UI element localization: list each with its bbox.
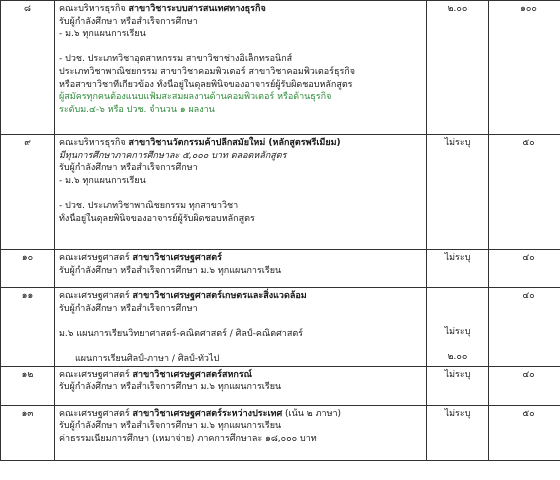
program-heading <box>59 367 426 382</box>
seat-count <box>489 288 560 367</box>
seat-count-text: ๑๐๐ <box>520 4 537 14</box>
requirement-line: ทั้งนี้อยู่ในดุลยพินิจของอาจารย์ผู้รับผิดชอบหลักสูตร <box>59 213 255 224</box>
seat-count-text: ๔๐ <box>522 291 535 301</box>
program-name: สาขาวิชานวัตกรรมค้าปลีกสมัยใหม่ (หลักสูตรพรีเมียม) <box>128 138 341 148</box>
faculty-name: คณะบริหารธุรกิจ <box>59 138 129 148</box>
row-number-text: ๑๐ <box>21 253 34 263</box>
program-name: สาขาวิชาเศรษฐศาสตร์ <box>132 253 222 263</box>
min-gpa-text: ๒.๐๐ <box>447 351 468 362</box>
program-description <box>55 405 427 460</box>
program-heading <box>59 135 426 150</box>
program-description <box>55 135 427 250</box>
requirement-line: รับผู้กำลังศึกษา หรือสำเร็จการศึกษา <box>59 163 198 174</box>
requirement-line: รับผู้กำลังศึกษา หรือสำเร็จการศึกษา <box>59 16 198 27</box>
row-number <box>1 1 55 135</box>
program-name: สาขาวิชาเศรษฐศาสตร์เกษตรและสิ่งแวดล้อม <box>132 291 307 301</box>
row-number-text: ๙ <box>24 138 31 148</box>
table-row <box>1 135 560 250</box>
faculty-name: คณะเศรษฐศาสตร์ <box>59 253 133 263</box>
table-row <box>1 1 560 135</box>
min-gpa-text: ๒.๐๐ <box>447 4 468 14</box>
row-number-text: ๑๒ <box>21 369 34 380</box>
min-gpa-text: ไม่ระบุ <box>444 408 471 419</box>
program-heading <box>59 250 426 265</box>
row-number <box>1 135 55 250</box>
faculty-name: คณะเศรษฐศาสตร์ <box>59 369 133 380</box>
min-gpa <box>427 405 489 460</box>
min-gpa <box>427 135 489 250</box>
seat-count-text: ๔๐ <box>522 253 535 263</box>
row-number-text: ๑๑ <box>21 291 34 301</box>
program-name: สาขาวิชาเศรษฐศาสตร์ระหว่างประเทศ <box>132 408 283 419</box>
table-row <box>1 288 560 367</box>
row-number-text: ๑๓ <box>21 408 34 419</box>
portfolio-note: ระดับม.๔-๖ หรือ ปวช. จำนวน ๑ ผลงาน <box>59 104 215 115</box>
seat-count-text: ๔๐ <box>522 369 535 380</box>
requirement-line: ม.๖ แผนการเรียนวิทยาศาสตร์-คณิตศาสตร์ / ศิลป์-คณิตศาสตร์ <box>59 328 304 339</box>
program-description <box>55 366 427 405</box>
scholarship-note: มีทุนการศึกษาภาคการศึกษาละ ๕,๐๐๐ บาท ตลอดหลักสูตร <box>59 150 287 161</box>
requirement-line: แผนการเรียนศิลป์-ภาษา / ศิลป์-ทั่วไป <box>75 353 220 364</box>
program-suffix: (เน้น ๒ ภาษา) <box>282 408 342 419</box>
min-gpa-text: ไม่ระบุ <box>444 253 471 263</box>
row-number <box>1 405 55 460</box>
requirement-line: หรือสาขาวิชาที่เกี่ยวข้อง ทั้งนี้อยู่ในดุลยพินิจของอาจารย์ผู้รับผิดชอบหลักสูตร <box>59 79 353 90</box>
seat-count-text: ๕๐ <box>522 408 535 419</box>
program-name: สาขาวิชาระบบสารสนเทศทางธุรกิจ <box>128 4 266 14</box>
requirement-line: รับผู้กำลังศึกษา หรือสำเร็จการศึกษา <box>59 303 198 314</box>
row-number-text: ๘ <box>24 4 31 14</box>
table-row <box>1 366 560 405</box>
seat-count <box>489 135 560 250</box>
requirement-line: - ม.๖ ทุกแผนการเรียน <box>59 175 146 186</box>
requirement-line: รับผู้กำลังศึกษา หรือสำเร็จการศึกษา ม.๖ ทุกแผนการเรียน <box>59 382 282 393</box>
seat-count-text: ๕๐ <box>522 138 535 148</box>
row-number <box>1 366 55 405</box>
row-number <box>1 250 55 288</box>
row-number <box>1 288 55 367</box>
requirement-line: - ปวช. ประเภทวิชาพาณิชยกรรม ทุกสาขาวิชา <box>59 200 239 211</box>
table-row <box>1 250 560 288</box>
requirement-line: รับผู้กำลังศึกษา หรือสำเร็จการศึกษา ม.๖ ทุกแผนการเรียน <box>59 421 282 432</box>
requirement-line: - ปวช. ประเภทวิชาอุตสาหกรรม สาขาวิชาช่างอิเล็กทรอนิกส์ <box>59 54 293 65</box>
program-description <box>55 1 427 135</box>
requirement-line: ประเภทวิชาพาณิชยกรรม สาขาวิชาคอมพิวเตอร์ สาขาวิชาคอมพิวเตอร์ธุรกิจ <box>59 66 356 77</box>
program-heading <box>59 288 426 303</box>
program-heading <box>59 1 426 16</box>
table-row <box>1 405 560 460</box>
program-heading <box>59 406 426 421</box>
min-gpa <box>427 366 489 405</box>
seat-count <box>489 366 560 405</box>
min-gpa <box>427 250 489 288</box>
faculty-name: คณะเศรษฐศาสตร์ <box>59 291 133 301</box>
seat-count <box>489 1 560 135</box>
min-gpa <box>427 1 489 135</box>
seat-count <box>489 405 560 460</box>
requirement-line: - ม.๖ ทุกแผนการเรียน <box>59 29 146 40</box>
faculty-name: คณะเศรษฐศาสตร์ <box>59 408 133 419</box>
min-gpa-text: ไม่ระบุ <box>444 326 471 337</box>
seat-count <box>489 250 560 288</box>
fee-line: ค่าธรรมเนียมการศึกษา (เหมาจ่าย) ภาคการศึกษาละ ๑๘,๐๐๐ บาท <box>59 433 317 444</box>
min-gpa <box>427 288 489 367</box>
portfolio-note: ผู้สมัครทุกคนต้องแนบแฟ้มสะสมผลงานด้านคอมพิวเตอร์ หรือด้านธุรกิจ <box>59 92 332 103</box>
min-gpa-text: ไม่ระบุ <box>444 138 471 148</box>
faculty-name: คณะบริหารธุรกิจ <box>59 4 129 14</box>
min-gpa-text: ไม่ระบุ <box>444 369 471 380</box>
program-name: สาขาวิชาเศรษฐศาสตร์สหกรณ์ <box>132 369 253 380</box>
program-description <box>55 250 427 288</box>
requirement-line: รับผู้กำลังศึกษา หรือสำเร็จการศึกษา ม.๖ ทุกแผนการเรียน <box>59 265 282 276</box>
program-description <box>55 288 427 367</box>
